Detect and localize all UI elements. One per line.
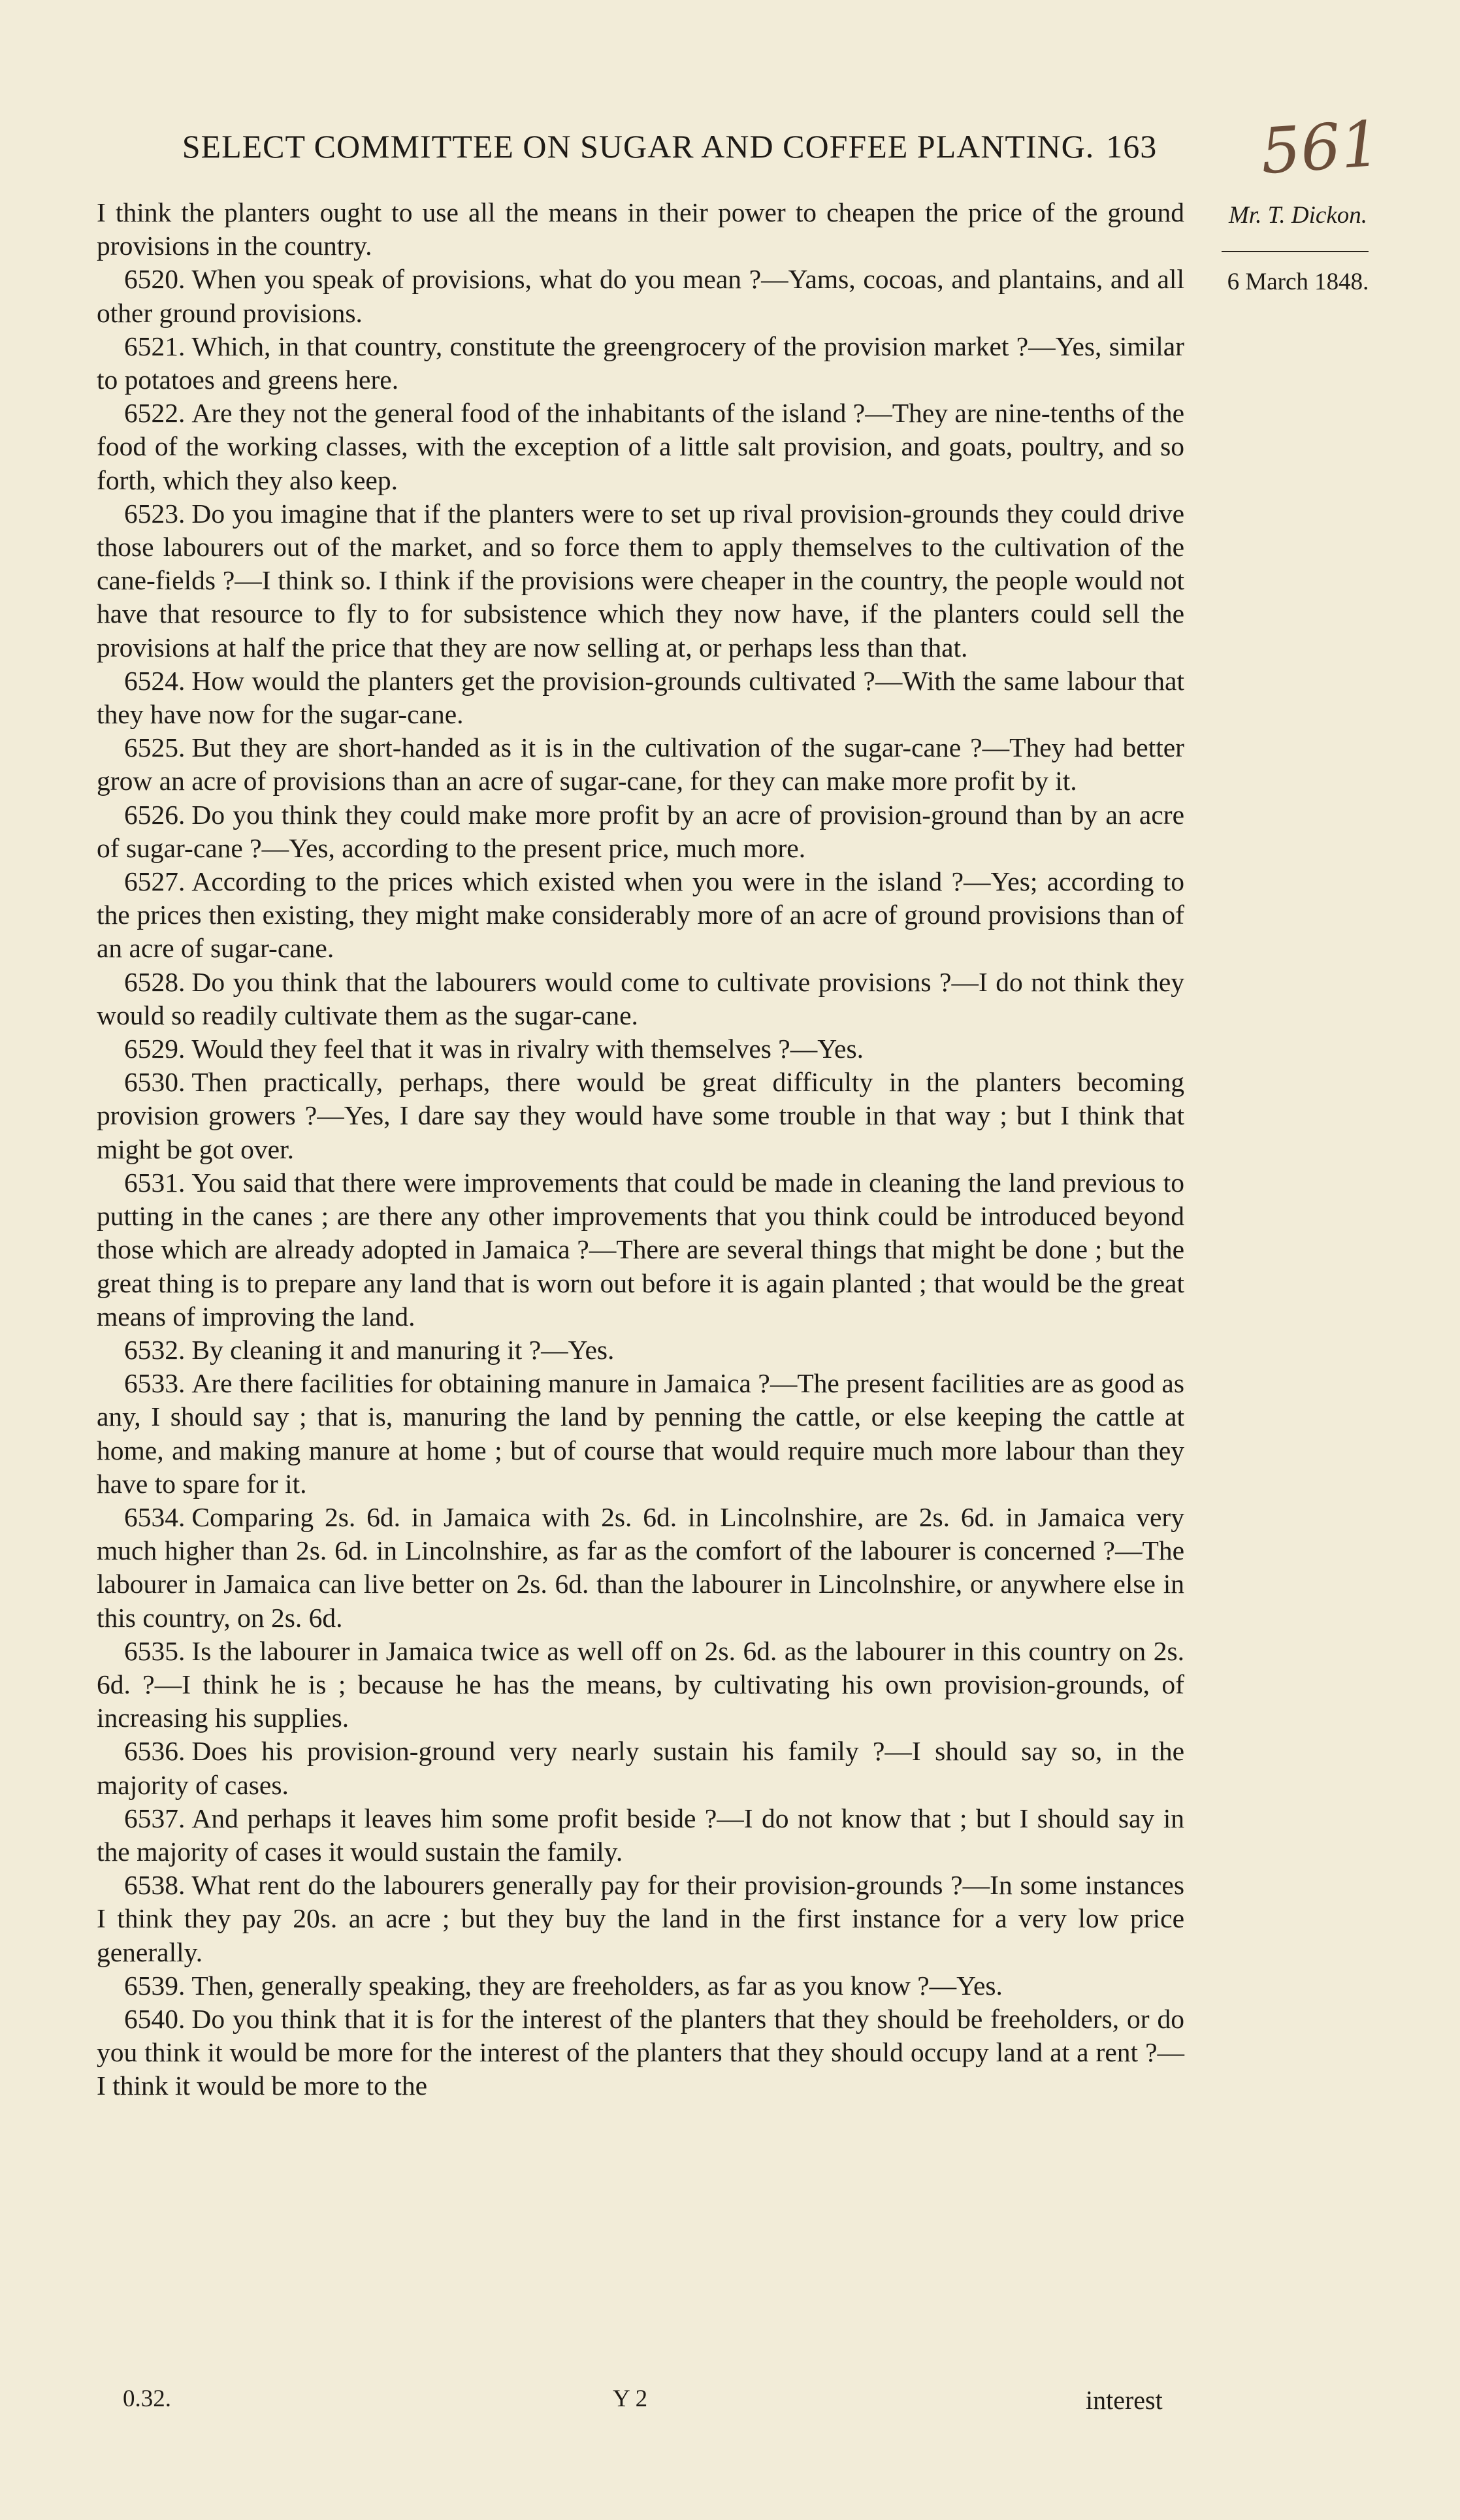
question-paragraph xyxy=(97,1869,1184,1969)
question-number: 6530. xyxy=(124,1067,186,1098)
question-number: 6521. xyxy=(124,331,186,361)
question-paragraph xyxy=(97,1032,1184,1066)
question-paragraph xyxy=(97,966,1184,1032)
question-number: 6529. xyxy=(124,1034,186,1064)
paragraph-text: Does his provision-ground very nearly sustain his family ?—I should say so, in the majority of cases. xyxy=(97,1736,1184,1800)
paragraph-text: When you speak of provisions, what do you mean ?—Yams, cocoas, and plantains, and all other ground provisions. xyxy=(97,264,1184,328)
question-paragraph xyxy=(97,330,1184,397)
paragraph-text: Are there facilities for obtaining manure in Jamaica ?—The present facilities are as good as any, I should say ; that is, manuring the land by penning the cattle, or else keeping the cattle at home, and making manure at home ; but of course that would require much more labour than they have to spare for it. xyxy=(97,1368,1184,1499)
question-paragraph xyxy=(97,1367,1184,1501)
question-number: 6532. xyxy=(124,1334,186,1365)
page-header xyxy=(150,127,1189,165)
question-number: 6531. xyxy=(124,1167,186,1198)
question-number: 6539. xyxy=(124,1970,186,2001)
question-paragraph xyxy=(97,397,1184,497)
question-paragraph xyxy=(97,731,1184,798)
continuation-paragraph xyxy=(97,196,1184,263)
question-number: 6534. xyxy=(124,1501,186,1532)
question-number: 6527. xyxy=(124,866,186,897)
question-paragraph xyxy=(97,263,1184,329)
paragraph-text: Do you think that it is for the interest of the planters that they should be freeholders, or do you think it would be more for the interest of the planters that they should occupy land at a rent ?—I think it would be more to the xyxy=(97,2003,1184,2101)
paragraph-text: Is the labourer in Jamaica twice as well off on 2s. 6d. as the labourer in this country on 2s. 6d. ?—I think he is ; because he has the means, by cultivating his own provision-grounds, of increasing his supplies. xyxy=(97,1635,1184,1733)
question-number: 6537. xyxy=(124,1803,186,1833)
question-number: 6524. xyxy=(124,665,186,696)
paragraph-text: Then, generally speaking, they are freeholders, as far as you know ?—Yes. xyxy=(191,1970,1003,2001)
paragraph-text: But they are short-handed as it is in the cultivation of the sugar-cane ?—They had better grow an acre of provisions than an acre of sugar-cane, for they can make more profit by it. xyxy=(97,732,1184,796)
question-number: 6533. xyxy=(124,1368,186,1399)
paragraph-text: Do you imagine that if the planters were to set up rival provision-grounds they could drive those labourers out of the market, and so force them to apply themselves to the cultivation of the cane-fields ?—I think so. I think if the provisions were cheaper in the country, the people would not have that resource to fly to for subsistence which they now have, if the planters could sell the provisions at half the price that they are now selling at, or perhaps less than that. xyxy=(97,498,1184,663)
footer-catchword: interest xyxy=(1086,2385,1163,2415)
footer-sheet-number: 0.32. xyxy=(123,2385,171,2412)
question-number: 6535. xyxy=(124,1635,186,1666)
question-number: 6525. xyxy=(124,732,186,763)
question-number: 6520. xyxy=(124,264,186,295)
paragraph-text: I think the planters ought to use all the means in their power to cheapen the price of the ground provisions in the country. xyxy=(97,197,1184,261)
question-number: 6526. xyxy=(124,799,186,830)
paragraph-text: Are they not the general food of the inhabitants of the island ?—They are nine-tenths of the food of the working classes, with the exception of a little salt provision, and goats, poultry, and so forth, which they also keep. xyxy=(97,398,1184,495)
question-number: 6538. xyxy=(124,1870,186,1901)
paragraph-text: Do you think they could make more profit by an acre of provision-ground than by an acre of sugar-cane ?—Yes, according to the present price, much more. xyxy=(97,799,1184,863)
question-paragraph xyxy=(97,1802,1184,1869)
question-paragraph xyxy=(97,1166,1184,1334)
question-paragraph xyxy=(97,1735,1184,1801)
paragraph-text: Then practically, perhaps, there would be great difficulty in the planters becoming provision growers ?—Yes, I dare say they would have some trouble in that way ; but I think that might be got over. xyxy=(97,1067,1184,1164)
header-title: SELECT COMMITTEE ON SUGAR AND COFFEE PLANTING. xyxy=(182,128,1095,165)
testimony-body xyxy=(97,196,1184,2103)
question-paragraph xyxy=(97,1635,1184,1735)
handwritten-page-number: 561 xyxy=(1258,106,1383,189)
paragraph-text: How would the planters get the provision-grounds cultivated ?—With the same labour that they have now for the sugar-cane. xyxy=(97,665,1184,730)
question-paragraph xyxy=(97,798,1184,865)
question-paragraph xyxy=(97,865,1184,966)
paragraph-text: According to the prices which existed when you were in the island ?—Yes; according to the prices then existing, they might make considerably more of an acre of ground provisions than of an acre of sugar-cane. xyxy=(97,866,1184,964)
paragraph-text: You said that there were improvements that could be made in cleaning the land previous to putting in the canes ; are there any other improvements that you think could be introduced beyond those which are already adopted in Jamaica ?—There are several things that might be done ; but the great thing is to prepare any land that is worn out before it is again planted ; that would be the great means of improving the land. xyxy=(97,1167,1184,1332)
paragraph-text: Which, in that country, constitute the greengrocery of the provision market ?—Yes, similar to potatoes and greens here. xyxy=(97,331,1184,395)
testimony-date: 6 March 1848. xyxy=(1227,269,1369,295)
question-paragraph xyxy=(97,664,1184,731)
paragraph-text: What rent do the labourers generally pay for their provision-grounds ?—In some instances I think they pay 20s. an acre ; but they buy the land in the first instance for a very low price generally. xyxy=(97,1870,1184,1967)
witness-name: Mr. T. Dickon. xyxy=(1228,202,1368,229)
question-number: 6540. xyxy=(124,2003,186,2034)
question-paragraph xyxy=(97,497,1184,664)
question-paragraph xyxy=(97,1066,1184,1166)
question-paragraph xyxy=(97,1501,1184,1635)
paragraph-text: Comparing 2s. 6d. in Jamaica with 2s. 6d. in Lincolnshire, are 2s. 6d. in Jamaica very much higher than 2s. 6d. in Lincolnshire, as far as the comfort of the labourer is concerned ?—The labourer in Jamaica can live better on 2s. 6d. than the labourer in Lincolnshire, or anywhere else in this country, on 2s. 6d. xyxy=(97,1501,1184,1633)
page-number: 163 xyxy=(1106,128,1158,165)
question-number: 6528. xyxy=(124,966,186,997)
question-paragraph xyxy=(97,1334,1184,1367)
question-number: 6523. xyxy=(124,498,186,529)
paragraph-text: Do you think that the labourers would come to cultivate provisions ?—I do not think they would so readily cultivate them as the sugar-cane. xyxy=(97,966,1184,1030)
question-paragraph xyxy=(97,2003,1184,2103)
paragraph-text: Would they feel that it was in rivalry with themselves ?—Yes. xyxy=(191,1034,864,1064)
paragraph-text: And perhaps it leaves him some profit beside ?—I do not know that ; but I should say in the majority of cases it would sustain the family. xyxy=(97,1803,1184,1867)
paragraph-text: By cleaning it and manuring it ?—Yes. xyxy=(191,1334,615,1365)
question-number: 6522. xyxy=(124,398,186,429)
footer-signature: Y 2 xyxy=(613,2385,648,2412)
margin-rule xyxy=(1222,251,1369,252)
question-paragraph xyxy=(97,1969,1184,2003)
question-number: 6536. xyxy=(124,1736,186,1767)
